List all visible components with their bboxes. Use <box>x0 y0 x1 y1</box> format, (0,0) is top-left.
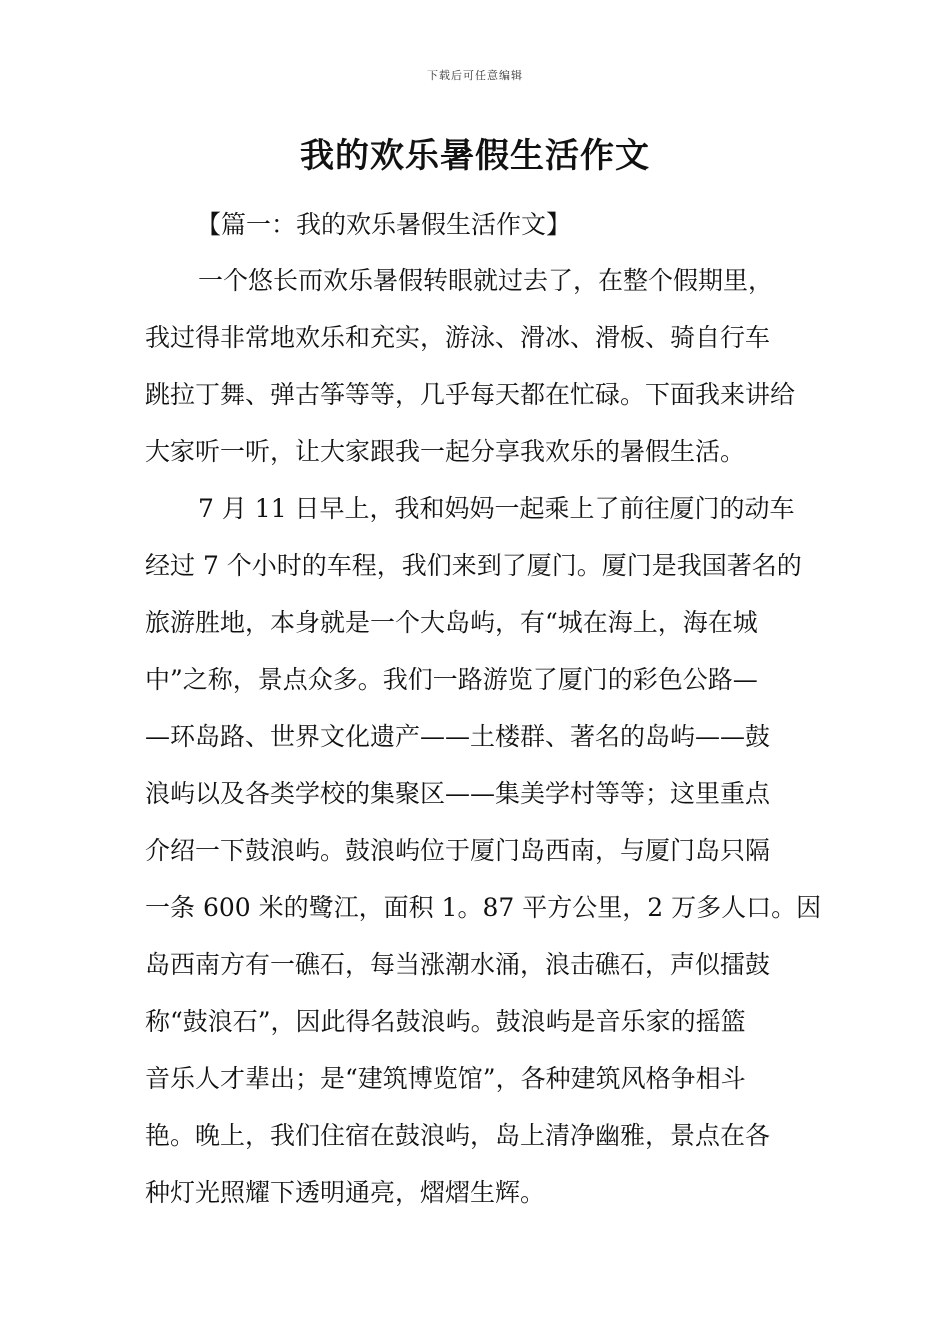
text-line: 音乐人才辈出；是“建筑博览馆”，各种建筑风格争相斗 <box>145 1064 746 1093</box>
text-line: 经过 7 个小时的车程，我们来到了厦门。厦门是我国著名的 <box>145 551 802 580</box>
text-line: 一个悠长而欢乐暑假转眼就过去了，在整个假期里， <box>198 266 774 295</box>
text-line: 岛西南方有一礁石，每当涨潮水涌，浪击礁石，声似擂鼓 <box>145 950 771 979</box>
section-heading: 【篇一：我的欢乐暑假生活作文】 <box>196 210 572 239</box>
page-header-note: 下载后可任意编辑 <box>427 69 523 82</box>
text-line: —环岛路、世界文化遗产——土楼群、著名的岛屿——鼓 <box>145 722 771 751</box>
text-line: 我过得非常地欢乐和充实，游泳、滑冰、滑板、骑自行车 <box>145 323 771 352</box>
document-title: 我的欢乐暑假生活作文 <box>300 136 650 176</box>
text-line: 旅游胜地，本身就是一个大岛屿，有“城在海上，海在城 <box>145 608 758 637</box>
text-line: 大家听一听，让大家跟我一起分享我欢乐的暑假生活。 <box>145 437 746 466</box>
text-line: 7 月 11 日早上，我和妈妈一起乘上了前往厦门的动车 <box>198 494 795 523</box>
text-line: 浪屿以及各类学校的集聚区——集美学村等等；这里重点 <box>145 779 771 808</box>
text-line: 介绍一下鼓浪屿。鼓浪屿位于厦门岛西南，与厦门岛只隔 <box>145 836 771 865</box>
text-line: 一条 600 米的鹭江，面积 1。87 平方公里，2 万多人口。因 <box>145 893 822 922</box>
text-line: 种灯光照耀下透明通亮，熠熠生辉。 <box>145 1178 546 1207</box>
text-line: 跳拉丁舞、弹古筝等等，几乎每天都在忙碌。下面我来讲给 <box>145 380 796 409</box>
text-line: 称“鼓浪石”，因此得名鼓浪屿。鼓浪屿是音乐家的摇篮 <box>145 1007 746 1036</box>
text-line: 中”之称，景点众多。我们一路游览了厦门的彩色公路— <box>145 665 758 694</box>
text-line: 艳。晚上，我们住宿在鼓浪屿，岛上清净幽雅，景点在各 <box>145 1121 771 1150</box>
